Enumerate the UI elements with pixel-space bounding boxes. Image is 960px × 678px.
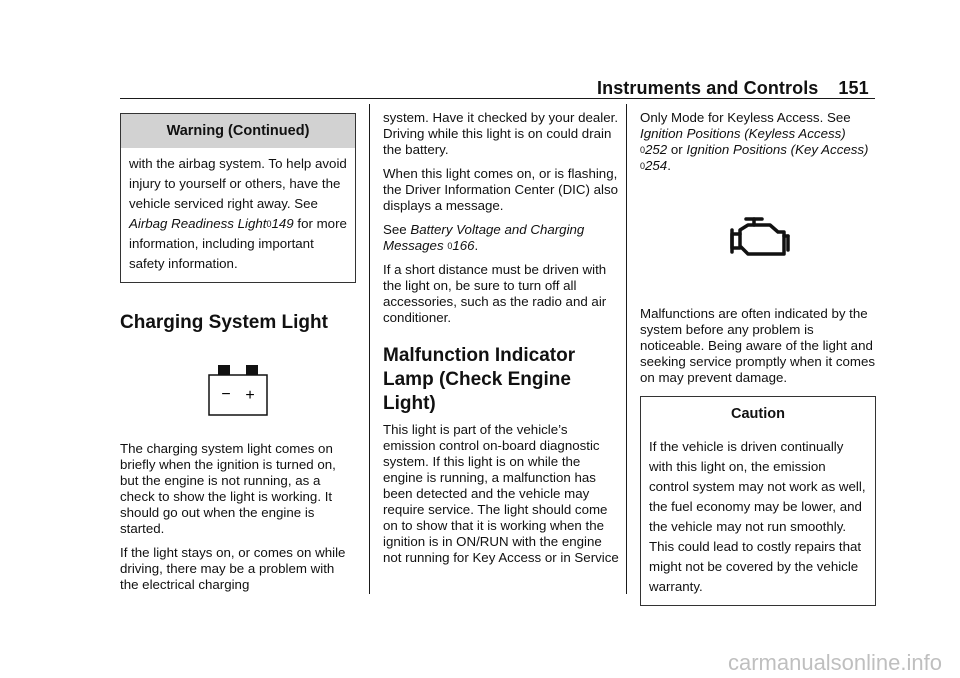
section-title-charging: Charging System Light bbox=[120, 312, 328, 333]
caution-heading: Caution bbox=[641, 397, 875, 431]
col2-paragraph-5: This light is part of the vehicle’s emission control on-board diagnostic system. If this light is on while the engine is running, a malfunction has been detected and the vehicle may require service. The light should come on to show that it is working when the ignition is in ON/RUN with the engine not running for Key Access or in Service bbox=[383, 422, 619, 565]
end-punct: . bbox=[667, 158, 671, 173]
warning-text-after: for more information, including important safety information. bbox=[129, 216, 347, 271]
col2-paragraph-1: system. Have it checked by your dealer. Driving while this light is on could drain the battery. bbox=[383, 110, 619, 157]
battery-plus: + bbox=[245, 387, 255, 404]
ignition-keyless-page-ref[interactable]: 252 bbox=[645, 142, 668, 157]
battery-voltage-link[interactable]: Battery Voltage and Charging Messages bbox=[383, 222, 585, 253]
col2-paragraph-4: If a short distance must be driven with the light on, be sure to turn off all accessories, such as the radio and air conditioner. bbox=[383, 262, 607, 325]
charging-paragraph-2: If the light stays on, or comes on while driving, there may be a problem with the electrical charging bbox=[120, 545, 346, 592]
column-divider-1 bbox=[369, 104, 370, 594]
column-2 bbox=[383, 110, 619, 574]
page-ref-arrow: 0 bbox=[640, 161, 646, 171]
warning-body bbox=[121, 148, 355, 282]
see-suffix: . bbox=[474, 238, 479, 253]
charging-paragraph-1: The charging system light comes on briefly when the ignition is turned on, but the engine is not running, as a check to show the light is working. It should go out when the engine is started. bbox=[120, 441, 336, 536]
header-title: Instruments and Controls bbox=[597, 78, 819, 98]
ignition-key-link[interactable]: Ignition Positions (Key Access) bbox=[686, 142, 869, 157]
battery-minus: − bbox=[221, 386, 231, 403]
warning-box bbox=[120, 113, 356, 283]
column-3 bbox=[640, 110, 876, 606]
engine-icon bbox=[640, 216, 876, 260]
col3-text: Only Mode for Keyless Access. See bbox=[640, 110, 851, 125]
col2-paragraph-2: When this light comes on, or is flashing, the Driver Information Center (DIC) also displays a message. bbox=[383, 166, 618, 213]
column-divider-2 bbox=[626, 104, 627, 594]
column-1 bbox=[120, 110, 356, 601]
caution-box bbox=[640, 396, 876, 606]
airbag-page-ref[interactable]: 149 bbox=[271, 216, 294, 231]
page-number: 151 bbox=[838, 78, 869, 98]
battery-icon bbox=[120, 365, 356, 417]
page-ref-arrow: 0 bbox=[447, 241, 453, 251]
page-ref-arrow: 0 bbox=[266, 219, 272, 229]
see-prefix: See bbox=[383, 222, 411, 237]
or-text: or bbox=[667, 142, 687, 157]
header-rule bbox=[120, 98, 875, 99]
ignition-keyless-link[interactable]: Ignition Positions (Keyless Access) bbox=[640, 126, 846, 141]
warning-text: with the airbag system. To help avoid injury to yourself or others, have the vehicle serviced right away. See bbox=[129, 156, 347, 211]
warning-heading: Warning (Continued) bbox=[121, 114, 355, 148]
col3-paragraph-2: Malfunctions are often indicated by the system before any problem is noticeable. Being aware of the light and seeking service promptly when it comes on may prevent damage. bbox=[640, 306, 876, 385]
airbag-link[interactable]: Airbag Readiness Light bbox=[129, 216, 267, 231]
section-title-malfunction: Malfunction Indicator Lamp (Check Engine Light) bbox=[383, 345, 576, 414]
col3-paragraph-1 bbox=[640, 110, 876, 174]
ignition-key-page-ref[interactable]: 254 bbox=[645, 158, 668, 173]
col2-see-paragraph bbox=[383, 222, 619, 254]
page-ref-arrow: 0 bbox=[640, 145, 646, 155]
watermark: carmanualsonline.info bbox=[727, 650, 942, 675]
page-header bbox=[597, 78, 869, 99]
caution-body bbox=[641, 431, 875, 605]
caution-text: If the vehicle is driven continually with this light on, the emission control system may not work as well, the fuel economy may be lower, and the vehicle may not run smoothly. This could lead to costly repairs that might not be covered by the vehicle warranty. bbox=[649, 439, 866, 594]
battery-voltage-page-ref[interactable]: 166 bbox=[452, 238, 475, 253]
